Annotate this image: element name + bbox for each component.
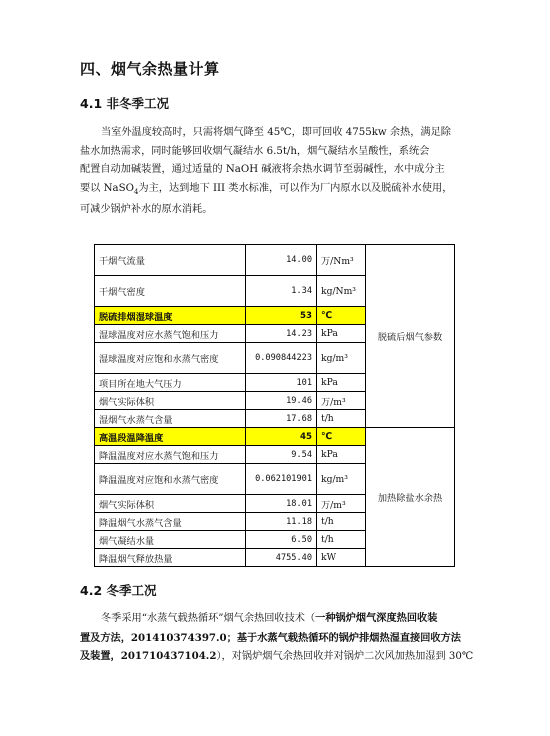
row-value: 17.68	[246, 410, 317, 428]
row-value: 19.46	[246, 392, 317, 410]
row-unit: 万/Nm³	[317, 245, 366, 276]
row-value: 14.00	[246, 245, 317, 276]
table-row-highlighted	[95, 428, 455, 446]
row-value: 11.18	[246, 513, 317, 531]
table-note: 脱硫后烟气参数	[366, 245, 455, 428]
row-label: 高温段温降温度	[95, 428, 246, 446]
row-value: 4755.40	[246, 549, 317, 567]
paragraph-line	[80, 647, 472, 667]
row-label: 干烟气密度	[95, 276, 246, 307]
row-unit: t/h	[317, 513, 366, 531]
subscript: 4	[133, 187, 139, 196]
paragraph-line	[80, 609, 472, 629]
text-span: 要以 NaSO	[80, 182, 134, 194]
row-unit: kg/Nm³	[317, 276, 366, 307]
section-title: 四、烟气余热量计算	[80, 60, 220, 78]
row-value: 9.54	[246, 446, 317, 464]
paragraph-line	[80, 180, 472, 202]
row-label: 湿烟气水蒸气含量	[95, 410, 246, 428]
row-label: 项目所在地大气压力	[95, 374, 246, 392]
subsection-title-winter: 4.2 冬季工况	[80, 583, 157, 598]
paragraph-line: 配置自动加碱装置，通过适量的 NaOH 碱液将余热水调节至弱碱性，水中成分主	[80, 164, 445, 175]
paragraph-line: 盐水加热需求，同时能够回收烟气凝结水 6.5t/h，烟气凝结水呈酸性，系统会	[80, 145, 430, 157]
row-value: 1.34	[246, 276, 317, 307]
bold-text-span: 及装置，201710437104.2	[80, 650, 217, 662]
row-value: 53	[246, 307, 317, 325]
text-span: 为主，达到地下 III 类水标准，可以作为厂内原水以及脱硫补水使用，	[138, 182, 453, 194]
row-unit: kPa	[317, 325, 366, 343]
row-label: 烟气凝结水量	[95, 531, 246, 549]
row-unit: 万/m³	[317, 392, 366, 410]
row-label: 降温温度对应水蒸气饱和压力	[95, 446, 246, 464]
row-value: 6.50	[246, 531, 317, 549]
row-label: 降温温度对应饱和水蒸气密度	[95, 464, 246, 495]
row-label: 降温烟气释放热量	[95, 549, 246, 567]
bold-text-span: 一种锅炉烟气深度热回收装	[315, 612, 438, 624]
cooling-heat-table	[94, 427, 455, 567]
text-span: 冬季采用“水蒸气载热循环”烟气余热回收技术（	[101, 613, 316, 624]
row-value: 45	[246, 428, 317, 446]
paragraph-line: 当室外温度较高时，只需将烟气降至 45℃，即可回收 4755kw 余热，满足除	[101, 127, 451, 138]
table-note: 加热除盐水余热	[366, 428, 455, 567]
row-label: 脱硫排烟湿球温度	[95, 307, 246, 325]
row-value: 14.23	[246, 325, 317, 343]
row-label: 烟气实际体积	[95, 495, 246, 513]
paragraph-non-winter	[80, 124, 472, 220]
row-unit: ℃	[317, 307, 366, 325]
row-unit: t/h	[317, 410, 366, 428]
row-unit: ℃	[317, 428, 366, 446]
row-label: 干烟气流量	[95, 245, 246, 276]
row-unit: t/h	[317, 531, 366, 549]
paragraph-winter	[80, 609, 472, 667]
text-span: ），对锅炉烟气余热回收并对锅炉二次风加热加湿到 30℃	[216, 651, 474, 662]
table-row	[95, 245, 455, 276]
row-unit: kPa	[317, 446, 366, 464]
row-unit: kPa	[317, 374, 366, 392]
row-unit: kg/m³	[317, 343, 366, 374]
flue-gas-params-table	[94, 244, 455, 428]
row-unit: kW	[317, 549, 366, 567]
row-label: 湿球温度对应饱和水蒸气密度	[95, 343, 246, 374]
row-label: 降温烟气水蒸气含量	[95, 513, 246, 531]
row-unit: 万/m³	[317, 495, 366, 513]
row-label: 湿球温度对应水蒸气饱和压力	[95, 325, 246, 343]
row-value: 0.062101901	[246, 464, 317, 495]
subsection-title-non-winter: 4.1 非冬季工况	[80, 96, 169, 111]
row-unit: kg/m³	[317, 464, 366, 495]
paragraph-line: 可减少锅炉补水的原水消耗。	[80, 204, 213, 216]
paragraph-line: 置及方法，201410374397.0；基于水蒸气载热循环的锅炉排烟热湿直接回收方法	[80, 631, 461, 644]
row-value: 0.090844223	[246, 343, 317, 374]
row-value: 18.01	[246, 495, 317, 513]
row-label: 烟气实际体积	[95, 392, 246, 410]
row-value: 101	[246, 374, 317, 392]
